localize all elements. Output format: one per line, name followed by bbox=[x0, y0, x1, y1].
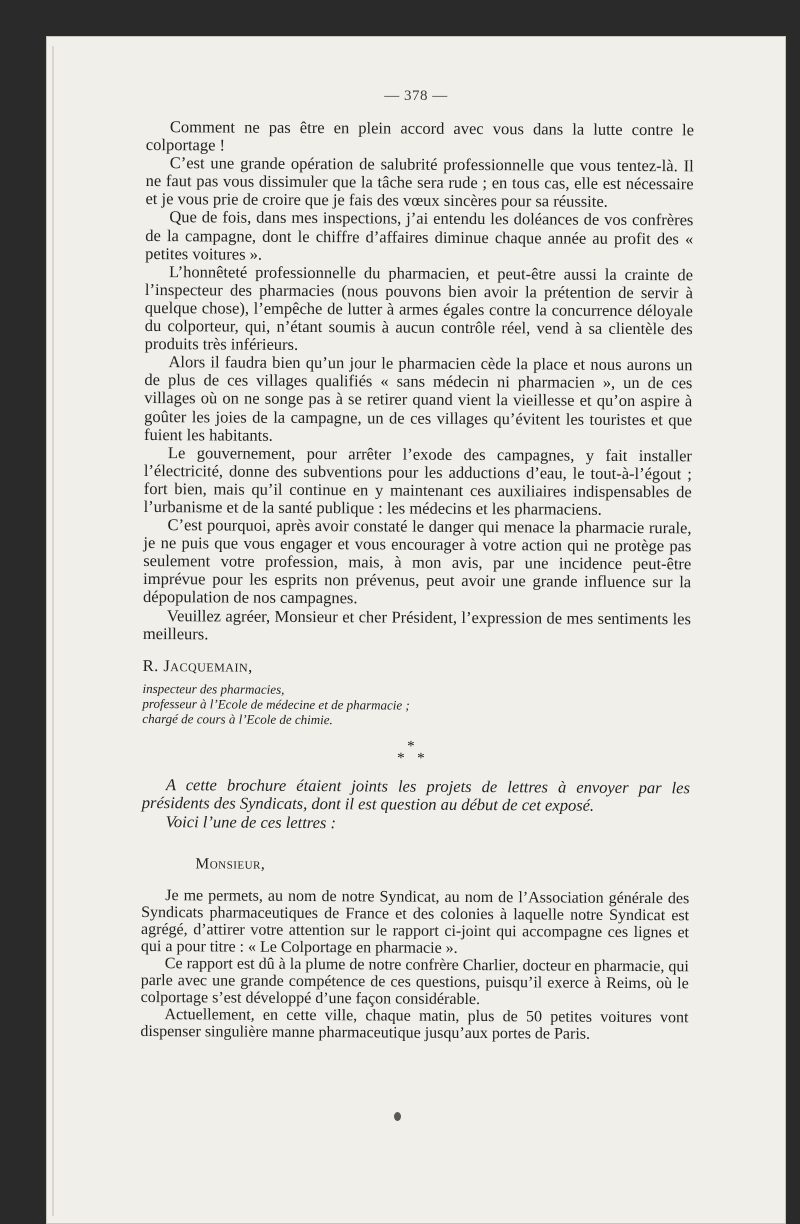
asterism-star: * bbox=[397, 750, 405, 767]
letter-body bbox=[140, 887, 689, 1043]
signature-name: R. Jacquemain, bbox=[142, 655, 253, 676]
signature-title: inspecteur des pharmacies, bbox=[142, 680, 285, 697]
page-body bbox=[140, 118, 694, 1044]
closing-paragraph: Veuillez agréer, Monsieur et cher Président, l’expression de mes sentiments les meilleurs. bbox=[142, 605, 692, 644]
paragraph: Comment ne pas être en plein accord avec vous dans la lutte contre le colportage ! bbox=[145, 117, 694, 155]
ink-spot bbox=[394, 1112, 401, 1121]
asterism-star: * bbox=[417, 750, 425, 767]
letter-paragraph: Actuellement, en cette ville, chaque matin, plus de 50 petites voitures vont dispenser singulière manne pharmaceutique jusqu’aux portes de Paris. bbox=[140, 1006, 689, 1044]
signature-title: professeur à l’Ecole de médecine et de pharmacie ; bbox=[142, 695, 410, 713]
letter-paragraph: Je me permets, au nom de notre Syndicat, au nom de l’Association générale des Syndicats pharmaceutiques de France et des colonies à laquelle notre Syndicat est agrégé, d’attirer votre attention sur le rapport ci-joint qui accompagne ces lignes et qui a pour titre : « Le Colportage en pharmacie ». bbox=[140, 887, 690, 958]
paragraph: Le gouvernement, pour arrêter l’exode des campagnes, y fait installer l’électricité, donne des subventions pour les adductions d’eau, le tout-à-l’égout ; fort bien, mais qu’il continue en y maintenant ces auxiliaires indispensables de l’urbanisme et de la santé publique : les médecins et les pharmaciens. bbox=[143, 442, 693, 519]
asterism bbox=[142, 734, 690, 773]
editorial-note-text: A cette brochure étaient joints les projets de lettres à envoyer par les présidents des Syndicats, dont il est question au début de cet exposé. bbox=[141, 774, 690, 816]
paragraph: C’est une grande opération de salubrité professionnelle que vous tentez-là. Il ne faut pas vous dissimuler que la tâche sera rude ; en tous cas, elle est nécessaire et je vous prie de croire que je fais des vœux sincères pour sa réussite. bbox=[145, 153, 694, 212]
editorial-note bbox=[142, 776, 690, 835]
editorial-note-text: Voici l’une de ces lettres : bbox=[165, 811, 337, 832]
page-number: — 378 — bbox=[384, 88, 448, 104]
paragraph: Que de fois, dans mes inspections, j’ai entendu les doléances de vos confrères de la campagne, dont le chiffre d’affaires diminue chaque année au profit des « petites voitures ». bbox=[145, 207, 694, 264]
signature-title: chargé de cours à l’Ecole de chimie. bbox=[142, 710, 333, 727]
asterism-star: * bbox=[407, 738, 415, 755]
paragraph: Alors il faudra bien qu’un jour le pharmacien cède la place et nous aurons un de plus de ces villages qualifiés « sans médecin ni pharmacien », un de ces villages où on ne songe pas à se retirer quand vient la vieillesse et qu’on aspire à goûter les joies de la campagne, un de ces villages qu’évitent les touristes et que fuient les habitants. bbox=[144, 352, 693, 445]
paragraph: C’est pourquoi, après avoir constaté le danger qui menace la pharmacie rurale, je ne puis que vous engager et vous encourager à votre action qui ne protège pas seulement votre profession, mais, à mon avis, par une incidence peut-être imprévue pour les esprits non prévenus, peut avoir une grande influence sur la dépopulation de nos campagnes. bbox=[143, 515, 692, 608]
letter-salutation: Monsieur, bbox=[195, 855, 266, 874]
binding-edge bbox=[52, 46, 54, 1216]
letter-paragraph: Ce rapport est dû à la plume de notre confrère Charlier, docteur en pharmacie, qui parle avec une grande compétence de ces questions, puisqu’il exerce à Reims, où le colportage s’est développé d’une façon considérable. bbox=[140, 955, 689, 1009]
book-page bbox=[46, 36, 786, 1224]
paragraph: L’honnêteté professionnelle du pharmacien, et peut-être aussi la crainte de l’inspecteur des pharmacies (nous pouvons bien avoir la prétention de servir à quelque chose), l’empêche de lutter à armes égales contre la concurrence déloyale du colporteur, qui, n’étant soumis à aucun contrôle réel, vend à sa clientèle des produits très inférieurs. bbox=[144, 261, 694, 355]
